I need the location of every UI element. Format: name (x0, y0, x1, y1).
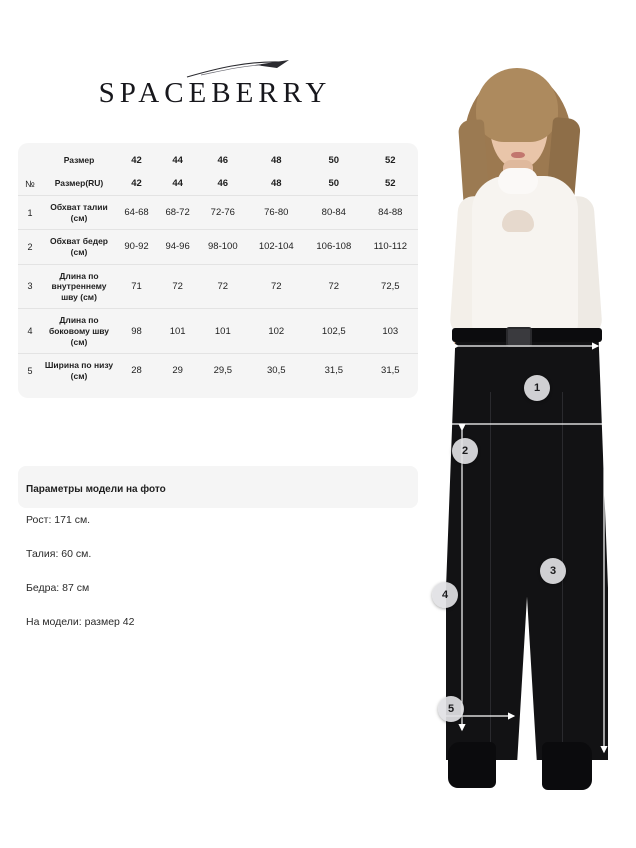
row2-col3: 98-100 (198, 230, 247, 264)
header-ru-42: 42 (116, 172, 157, 196)
row5-col2: 29 (172, 365, 183, 377)
table-header-row-2 (18, 172, 418, 196)
brand-name: SPACEBERRY (98, 76, 332, 109)
table-row (18, 230, 418, 264)
size-chart-table (18, 149, 418, 388)
table-row (18, 354, 418, 388)
row-num-4: 4 (18, 309, 42, 354)
turtleneck-collar (498, 168, 538, 194)
measure-badge-1: 1 (524, 375, 550, 401)
measure-badge-2: 2 (452, 438, 478, 464)
row1-col1: 64-68 (116, 196, 157, 230)
model-param-height: Рост: 171 см. (26, 514, 91, 526)
row1-col5: 80-84 (305, 196, 363, 230)
row4-col4: 102 (247, 309, 305, 354)
table-row (18, 196, 418, 230)
header-ru-44: 44 (157, 172, 198, 196)
row3-col2: 72 (157, 264, 198, 309)
header-size-44: 44 (172, 155, 183, 166)
row3-col6: 72,5 (363, 264, 418, 309)
row1-col3: 72-76 (198, 196, 247, 230)
header-ru-48: 48 (247, 172, 305, 196)
row1-col4: 76-80 (247, 196, 305, 230)
row5-col5: 31,5 (324, 365, 344, 377)
row2-col4: 102-104 (247, 230, 305, 264)
row5-col4: 30,5 (267, 365, 286, 377)
white-top-body (472, 176, 578, 336)
model-param-size: На модели: размер 42 (26, 616, 135, 628)
row5-col3: 29,5 (213, 365, 233, 377)
row2-col6: 110-112 (363, 230, 418, 264)
header-label-size-ru: Размер(RU) (42, 172, 116, 196)
row2-col1: 90-92 (116, 230, 157, 264)
brand-logo (0, 54, 430, 114)
header-size-48: 48 (270, 155, 282, 166)
table-row (18, 264, 418, 309)
table-row (18, 309, 418, 354)
row-label-1: Обхват талии (см) (42, 196, 116, 230)
row-num-2: 2 (18, 230, 42, 264)
row5-col6: 31,5 (381, 365, 400, 377)
row1-col6: 84-88 (363, 196, 418, 230)
row-label-3: Длина по внутреннему шву (см) (42, 264, 116, 309)
top-cutout (502, 210, 534, 232)
header-size-52: 52 (385, 155, 396, 166)
model-param-hips: Бедра: 87 см (26, 582, 90, 594)
belt-buckle-icon (506, 327, 532, 347)
boot-left (448, 742, 496, 788)
trouser-seam-left (490, 392, 491, 752)
header-ru-50: 50 (305, 172, 363, 196)
row2-col2: 94-96 (157, 230, 198, 264)
row3-col3: 72 (198, 264, 247, 309)
header-num-symbol: № (18, 172, 42, 196)
header-size-46: 46 (217, 155, 229, 166)
row3-col4: 72 (247, 264, 305, 309)
model-param-waist: Талия: 60 см. (26, 548, 92, 560)
hair-top (476, 68, 558, 142)
model-photo (418, 0, 636, 848)
measure-badge-4: 4 (432, 582, 458, 608)
row1-col2: 68-72 (157, 196, 198, 230)
row-num-1: 1 (18, 196, 42, 230)
row-num-3: 3 (18, 264, 42, 309)
measure-badge-3: 3 (540, 558, 566, 584)
model-photo-illustration (418, 0, 636, 848)
table-header-row-1 (18, 149, 418, 172)
header-size-50: 50 (328, 155, 340, 166)
header-label-size: Размер (63, 155, 95, 166)
row-label-2: Обхват бедер (см) (42, 230, 116, 264)
row3-col5: 72 (305, 264, 363, 309)
row-label-4: Длина по боковому шву (см) (42, 309, 116, 354)
row3-col1: 71 (116, 264, 157, 309)
lips (511, 152, 525, 158)
header-size-42: 42 (131, 155, 142, 166)
header-ru-52: 52 (363, 172, 418, 196)
row4-col1: 98 (116, 309, 157, 354)
header-ru-46: 46 (198, 172, 247, 196)
row4-col6: 103 (363, 309, 418, 354)
row-num-5: 5 (27, 365, 33, 376)
size-chart-card (18, 143, 418, 398)
measure-badge-5: 5 (438, 696, 464, 722)
model-params-title: Параметры модели на фото (26, 484, 166, 495)
header-num-blank (18, 149, 42, 172)
row-label-5: Ширина по низу (см) (44, 360, 114, 381)
row4-col5: 102,5 (305, 309, 363, 354)
boot-right (542, 742, 592, 790)
row4-col3: 101 (198, 309, 247, 354)
model-params-list (26, 514, 406, 650)
row4-col2: 101 (157, 309, 198, 354)
row5-col1: 28 (131, 365, 142, 377)
row2-col5: 106-108 (305, 230, 363, 264)
